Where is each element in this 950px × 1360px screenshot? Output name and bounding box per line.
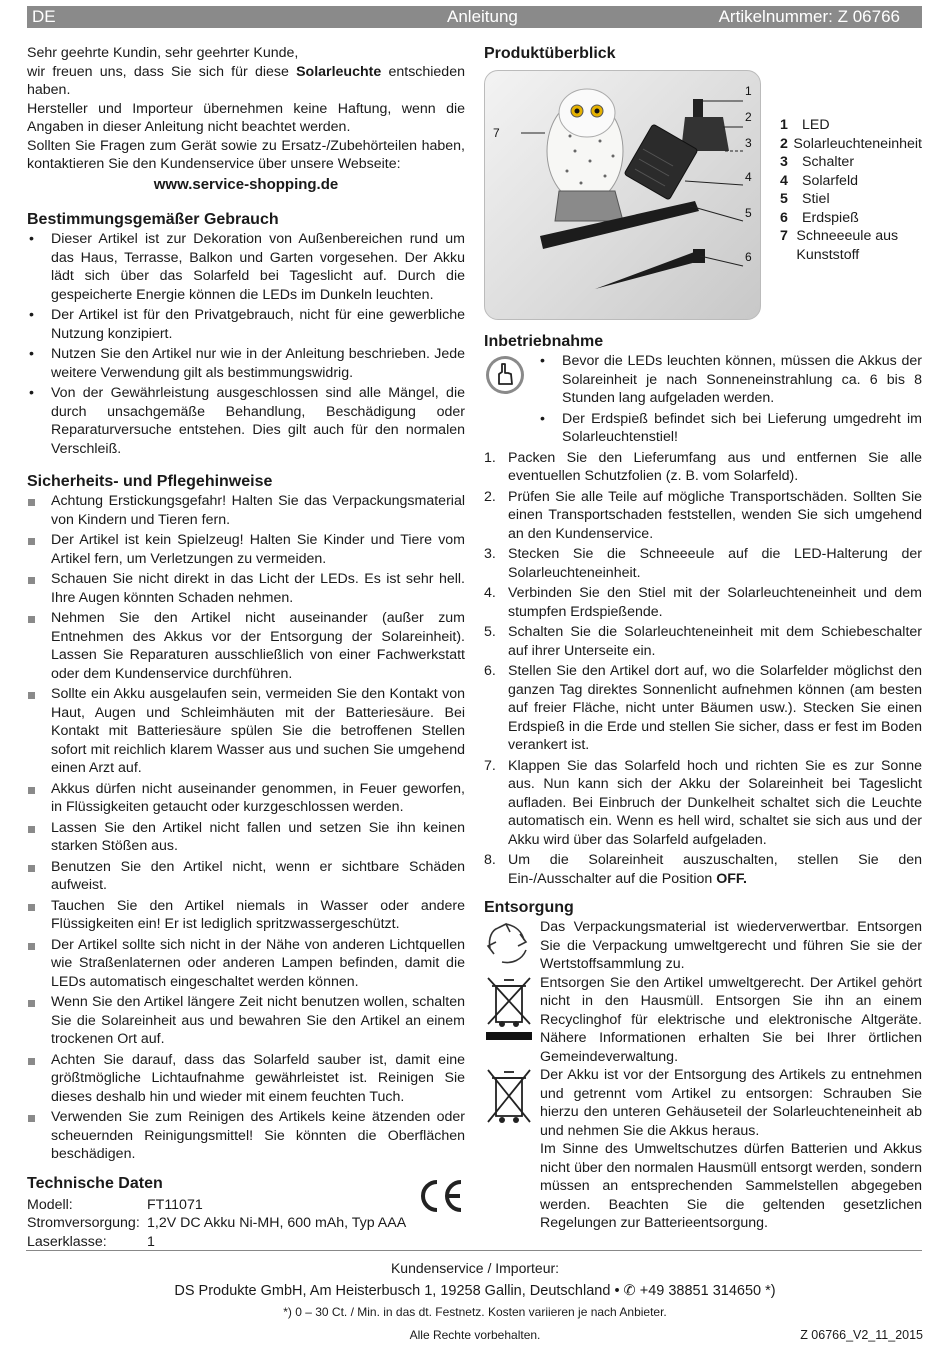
disposal-packaging: Das Verpackungsmaterial ist wiederverwertbar. Entsorgen Sie die Verpackung umweltgerecht und führen Sie sie der Wertstoffsammlung zu. bbox=[540, 919, 922, 972]
callout-6: 6 bbox=[745, 250, 752, 264]
ce-mark-icon bbox=[417, 1178, 465, 1214]
legend-item: 3 Schalter bbox=[780, 154, 855, 170]
service-label: Kundenservice / Importeur: bbox=[390, 1260, 560, 1276]
tech-section bbox=[27, 1174, 465, 1252]
tech-row: Laserklasse: 1 bbox=[27, 1233, 155, 1250]
document-title: Anleitung bbox=[447, 7, 518, 26]
callout-5: 5 bbox=[745, 206, 752, 220]
disposal-article: Entsorgen Sie den Artikel umweltgerecht. Der Artikel gehört nicht in den Hausmüll. Entsorgen Sie ihn an einem Recyclinghof für elektrische und elektronische Altgeräte. Nähere Informationen erhalten Sie bei Ihrer örtlichen Gemeindeverwaltung. bbox=[540, 974, 922, 1065]
legend-item: 5 Stiel bbox=[780, 191, 830, 207]
setup-step-8 bbox=[484, 851, 922, 888]
article-number: Artikelnummer: Z 06766 bbox=[718, 7, 900, 26]
tech-table bbox=[27, 1196, 465, 1252]
legend-item: 4 Solarfeld bbox=[780, 172, 858, 189]
safety-item: Verwenden Sie zum Reinigen des Artikels keine ätzenden oder scheuernden Reinigungsmittel! Sie könnten die Oberflächen beschädigen. bbox=[27, 1108, 465, 1164]
intended-use-item: • Der Artikel ist für den Privatgebrauch, nicht für eine gewerbliche Nutzung konzipiert. bbox=[27, 306, 465, 343]
callout-2: 2 bbox=[745, 110, 752, 124]
page-header bbox=[27, 6, 922, 28]
disposal-heading: Entsorgung bbox=[484, 899, 574, 916]
callout-4: 4 bbox=[745, 170, 752, 184]
safety-item: Lassen Sie den Artikel nicht fallen und setzen Sie ihn keinen starken Stößen aus. bbox=[27, 819, 465, 856]
safety-item: Achtung Erstickungsgefahr! Halten Sie das Verpackungsmaterial von Kindern und Tieren fern. bbox=[27, 492, 465, 529]
legend-item: 1 LED bbox=[780, 117, 830, 133]
product-name: Solarleuchte bbox=[296, 63, 382, 80]
callout-3: 3 bbox=[745, 136, 752, 150]
phone-cost-note: *) 0 – 30 Ct. / Min. in das dt. Festnetz. Kosten variieren je nach Anbieter. bbox=[283, 1305, 667, 1319]
safety-item: Der Artikel sollte sich nicht in der Nähe von anderen Lichtquellen wie Straßenlaternen oder anderen Lampen befinden, damit die LEDs automatisch eingeschaltet werden können. bbox=[27, 936, 465, 992]
importer-address: DS Produkte GmbH, Am Heisterbusch 1, 19258 Gallin, Deutschland • ✆ +49 38851 314650 *) bbox=[174, 1283, 776, 1299]
rights-note: Alle Rechte vorbehalten. bbox=[409, 1328, 541, 1342]
legend-item: 6 Erdspieß bbox=[780, 209, 859, 226]
intended-use-list bbox=[27, 230, 465, 458]
intended-use-item: • Nutzen Sie den Artikel nur wie in der Anleitung beschrieben. Jede weitere Verwendung gilt als bestimmungswidrig. bbox=[27, 345, 465, 382]
setup-notes bbox=[484, 352, 922, 447]
disposal-section bbox=[484, 918, 922, 1233]
overview-heading: Produktüberblick bbox=[484, 45, 616, 62]
setup-step: 8. Um die Solareinheit auszuschalten, stellen Sie den Ein-/Ausschalter auf die Position OFF. bbox=[484, 852, 922, 887]
intended-use-item: • Von der Gewährleistung ausgeschlossen sind alle Mängel, die durch unsachgemäße Behandlung, Beschädigung oder Reparaturversuche entstehen. Dies gilt auch für den normalen Verschleiß. bbox=[27, 384, 465, 458]
disposal-battery: Der Akku ist vor der Entsorgung des Artikels zu entnehmen und getrennt vom Artikel zu entsorgen: Schrauben Sie hierzu den unteren Gehäuseteil der Solarleuchteneinheit ab und nehmen Sie die Akkus heraus. bbox=[540, 1067, 922, 1139]
greeting: Sehr geehrte Kundin, sehr geehrter Kunde, bbox=[27, 45, 299, 61]
safety-list bbox=[27, 492, 465, 1164]
footer-divider bbox=[26, 1250, 922, 1251]
legend-item: 2 Solarleuchteneinheit bbox=[780, 135, 922, 152]
setup-step: 3. Stecken Sie die Schneeeule auf die LED-Halterung der Solarleuchteneinheit. bbox=[484, 546, 922, 581]
safety-item: Sollte ein Akku ausgelaufen sein, vermeiden Sie den Kontakt von Haut, Augen und Schleimhäuten mit der Batteriesäure. Bei Kontakt mit Batteriesäure spülen Sie die betroffenen Stellen sofort mit reichlich klarem Wasser aus und suchen Sie umgehend einen Arzt auf. bbox=[27, 685, 465, 778]
language-label: DE bbox=[32, 7, 56, 26]
weee-bin-icon bbox=[484, 974, 534, 1044]
tech-heading: Technische Daten bbox=[27, 1174, 163, 1192]
setup-step: 4. Verbinden Sie den Stiel mit der Solarleuchteneinheit und dem stumpfen Erdspießende. bbox=[484, 585, 922, 620]
tech-row: Modell: FT11071 bbox=[27, 1196, 203, 1213]
document-code: Z 06766_V2_11_2015 bbox=[800, 1328, 923, 1342]
overview-section bbox=[484, 70, 922, 326]
callout-7: 7 bbox=[493, 126, 500, 140]
safety-item: Schauen Sie nicht direkt in das Licht der LEDs. Es ist sehr hell. Ihre Augen könnten Schaden nehmen. bbox=[27, 570, 465, 607]
setup-step: 1. Packen Sie den Lieferumfang aus und entfernen Sie alle eventuellen Schutzfolien (z. B. vom Solarfeld). bbox=[484, 449, 922, 484]
liability-paragraph: Hersteller und Importeur übernehmen keine Haftung, wenn die Angaben in dieser Anleitung nicht beachtet werden. bbox=[27, 100, 465, 135]
intended-use-item: • Dieser Artikel ist zur Dekoration von Außenbereichen rund um das Haus, Terrasse, Balkon und Garten vorgesehen. Der Akku lädt sich über das Solarfeld bei Tageslicht auf. Durch die gespeicherte Energie können die LEDs im Dunkeln leuchten. bbox=[27, 230, 465, 304]
intro-paragraph: wir freuen uns, dass Sie sich für diese Solarleuchte entschieden haben. bbox=[27, 63, 465, 98]
safety-item: Achten Sie darauf, dass das Solarfeld sauber ist, damit eine größtmögliche Lichtaufnahme gewährleistet ist. Reinigen Sie dieses deshalb hin und wieder mit einem feuchten Tuch. bbox=[27, 1051, 465, 1107]
product-illustration bbox=[485, 71, 760, 319]
setup-note: • Bevor die LEDs leuchten können, müssen die Akkus der Solareinheit je nach Sonneneinstrahlung ca. 6 bis 8 Stunden lang aufgeladen werden. bbox=[538, 352, 922, 408]
safety-item: Akkus dürfen nicht auseinander genommen, in Feuer geworfen, in Flüssigkeiten getaucht oder kurzgeschlossen werden. bbox=[27, 780, 465, 817]
safety-item: Nehmen Sie den Artikel nicht auseinander (außer zum Entnehmen des Akkus vor der Entsorgung der Solareinheit). Lassen Sie Reparaturen ausschließlich von einer Fachwerkstatt oder dem Kundenservice durchführen. bbox=[27, 609, 465, 683]
setup-note: • Der Erdspieß befindet sich bei Lieferung umgedreht im Solarleuchtenstiel! bbox=[538, 410, 922, 447]
contact-paragraph: Sollten Sie Fragen zum Gerät sowie zu Ersatz-/Zubehörteilen haben, kontaktieren Sie den Kundenservice über unsere Webseite: bbox=[27, 137, 465, 172]
left-column bbox=[27, 44, 465, 1251]
setup-step: 6. Stellen Sie den Artikel dort auf, wo die Solarfelder möglichst den ganzen Tag direktes Sonnenlicht aufnehmen können (am besten auf freier Fläche, nicht unter Bäumen usw.). Stecken Sie einen Erdspieß in die Erde und stellen Sie sicher, dass er fest im Boden verankert ist. bbox=[484, 663, 922, 753]
battery-bin-icon bbox=[484, 1066, 534, 1128]
recycle-icon bbox=[484, 920, 534, 968]
legend-item: 7 Schneeeule aus Kunststoff bbox=[780, 228, 899, 263]
safety-heading: Sicherheits- und Pflegehinweise bbox=[27, 473, 273, 490]
safety-item: Der Artikel ist kein Spielzeug! Halten Sie Kinder und Tiere vom Artikel fern, um Verletzungen zu vermeiden. bbox=[27, 531, 465, 568]
product-photo bbox=[484, 70, 761, 320]
callout-1: 1 bbox=[745, 84, 752, 98]
safety-item: Benutzen Sie den Artikel nicht, wenn er sichtbare Schäden aufweist. bbox=[27, 858, 465, 895]
tech-row: Stromversorgung: 1,2V DC Akku Ni-MH, 600 mAh, Typ AAA bbox=[27, 1215, 407, 1231]
setup-step: 7. Klappen Sie das Solarfeld hoch und richten Sie es zur Sonne aus. Nun kann sich der Akku der Solareinheit bei Tageslicht aufladen. Bei Einbruch der Dunkelheit schaltet sich die Leuchte automatisch ein. Wenn es hell wird, schaltet sie sich aus und der Akku wird über das Solarfeld aufgeladen. bbox=[484, 757, 922, 848]
setup-note-list bbox=[538, 352, 922, 447]
setup-heading: Inbetriebnahme bbox=[484, 333, 604, 350]
intended-use-heading: Bestimmungsgemäßer Gebrauch bbox=[27, 211, 279, 228]
disposal-battery-law: Im Sinne des Umweltschutzes dürfen Batterien und Akkus nicht über den normalen Hausmüll entsorgt werden, sondern müssen an entsprechenden Sammelstellen abgegeben werden. Beachten Sie die geltenden gesetzlichen Regelungen zur Batterieentsorgung. bbox=[540, 1141, 922, 1231]
setup-step: 5. Schalten Sie die Solarleuchteneinheit mit dem Schiebeschalter auf ihrer Unterseite ein. bbox=[484, 624, 922, 659]
setup-step: 2. Prüfen Sie alle Teile auf mögliche Transportschäden. Sollten Sie einen Transportschaden feststellen, wenden Sie sich umgehend an den Kundenservice. bbox=[484, 488, 922, 542]
right-column bbox=[484, 44, 922, 1233]
parts-legend bbox=[780, 116, 922, 264]
hand-info-icon bbox=[484, 354, 526, 396]
safety-item: Wenn Sie den Artikel längere Zeit nicht benutzen wollen, schalten Sie die Solareinheit aus und bewahren Sie den Artikel an einem trockenen Ort auf. bbox=[27, 993, 465, 1049]
service-url[interactable]: www.service-shopping.de bbox=[153, 175, 339, 193]
setup-steps bbox=[484, 449, 922, 850]
safety-item: Tauchen Sie den Artikel niemals in Wasser oder andere Flüssigkeiten ein! Er ist lediglich spritzwassergeschützt. bbox=[27, 897, 465, 934]
